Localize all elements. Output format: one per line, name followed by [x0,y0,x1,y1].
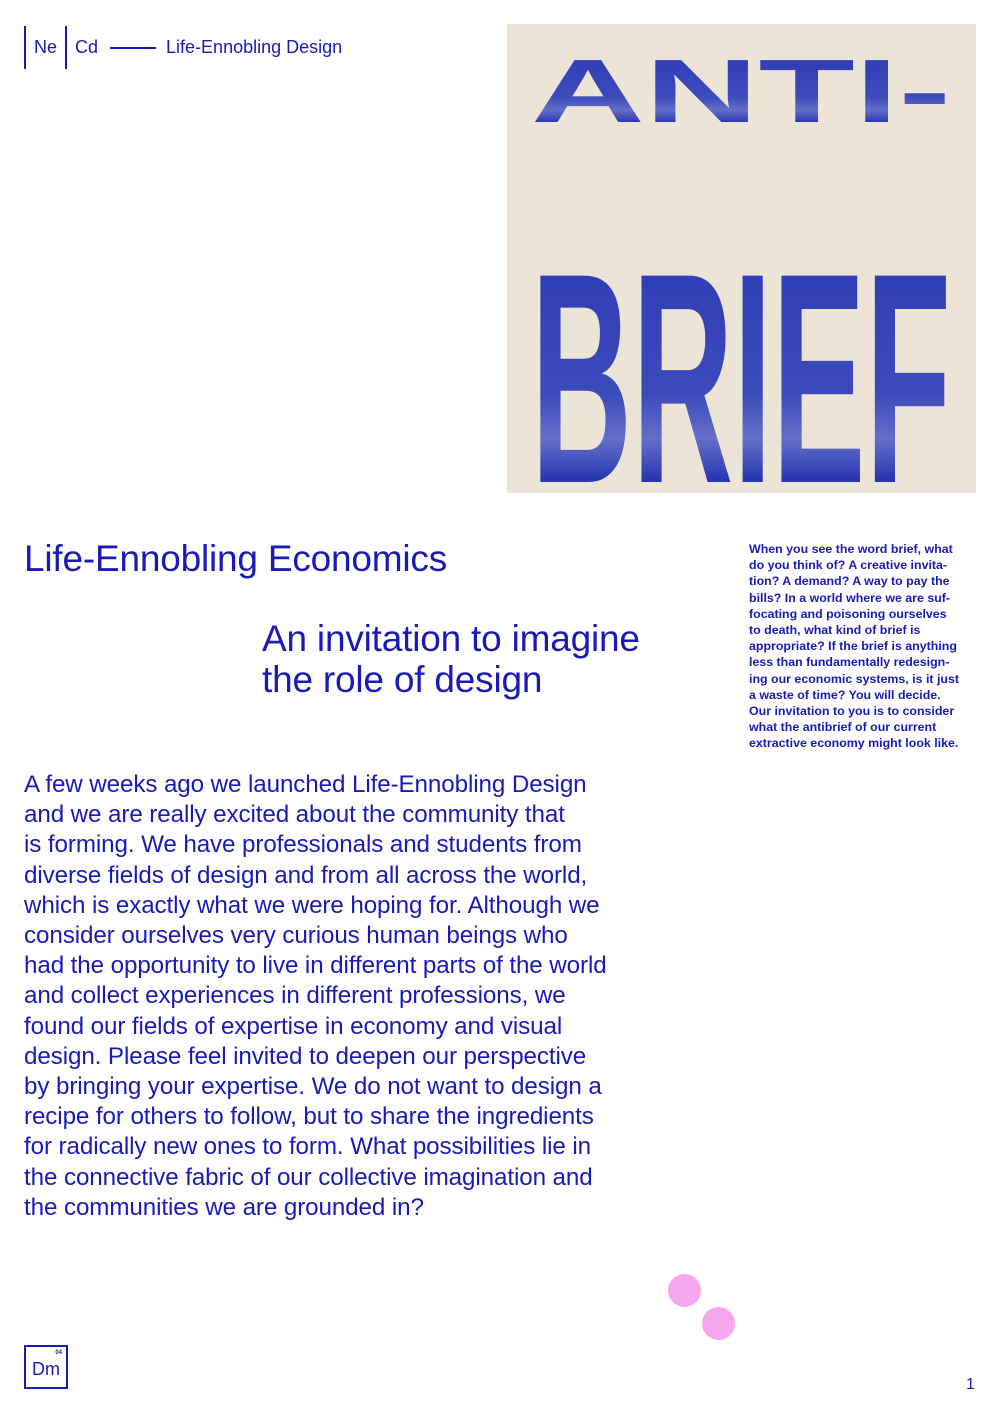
pink-dot [668,1274,701,1307]
body-line: consider ourselves very curious human beings who [24,922,568,950]
poster-word-brief: BRIEF [531,210,951,493]
sidebar-line: a waste of time? You will decide. [749,687,941,702]
page-number: 1 [966,1376,975,1393]
body-line: is forming. We have professionals and students from [24,831,582,859]
poster-art [507,24,976,493]
logo-superscript: 04 [55,1350,62,1356]
subtitle-line: An invitation to imagine [262,618,640,659]
sidebar-line: bills? In a world where we are suf- [749,590,951,605]
body-line: the communities we are grounded in? [24,1193,424,1221]
subtitle-line: the role of design [262,659,543,700]
body-line: and collect experiences in different professions, we [24,982,566,1010]
sidebar-line: appropriate? If the brief is anything [749,639,957,654]
header-title: Life-Ennobling Design [166,37,343,57]
page-header [24,26,342,69]
sidebar-line: When you see the word brief, what [749,542,953,556]
body-line: A few weeks ago we launched Life-Ennobling Design [24,771,587,798]
body-line: which is exactly what we were hoping for. Although we [24,891,600,919]
page-title: Life-Ennobling Economics [24,538,447,579]
logo-text: Dm [32,1359,60,1379]
body-line: for radically new ones to form. What possibilities lie in [24,1133,591,1161]
sidebar-line: tion? A demand? A way to pay the [749,574,950,589]
body-line: by bringing your expertise. We do not want to design a [24,1073,602,1101]
sidebar-line: extractive economy might look like. [749,736,959,751]
anti-brief-poster [507,24,976,493]
sidebar-line: what the antibrief of our current [749,720,937,735]
header-dash [110,47,156,49]
header-element-ne: Ne [34,37,58,57]
subtitle [262,618,722,700]
body-line: recipe for others to follow, but to share the ingredients [24,1103,594,1131]
sidebar-line: do you think of? A creative invita- [749,558,948,573]
body-line: the connective fabric of our collective imagination and [24,1163,593,1191]
pink-dot [702,1307,735,1340]
header-element-cd: Cd [75,37,99,57]
body-line: design. Please feel invited to deepen our perspective [24,1042,587,1070]
poster-word-anti: ANTI- [531,42,951,142]
sidebar-line: to death, what kind of brief is [749,623,921,638]
sidebar-line: focating and poisoning ourselves [749,606,947,621]
logo [24,1345,68,1389]
sidebar-note [749,541,979,752]
body-paragraph [24,770,724,1223]
sidebar-line: ing our economic systems, is it just [749,671,960,686]
body-line: diverse fields of design and from all across the world, [24,861,588,889]
body-line: found our fields of expertise in economy and visual [24,1012,563,1040]
body-line: had the opportunity to live in different parts of the world [24,952,607,980]
sidebar-line: less than fundamentally redesign- [749,655,950,670]
body-line: and we are really excited about the community that [24,801,565,829]
sidebar-line: Our invitation to you is to consider [749,704,955,719]
